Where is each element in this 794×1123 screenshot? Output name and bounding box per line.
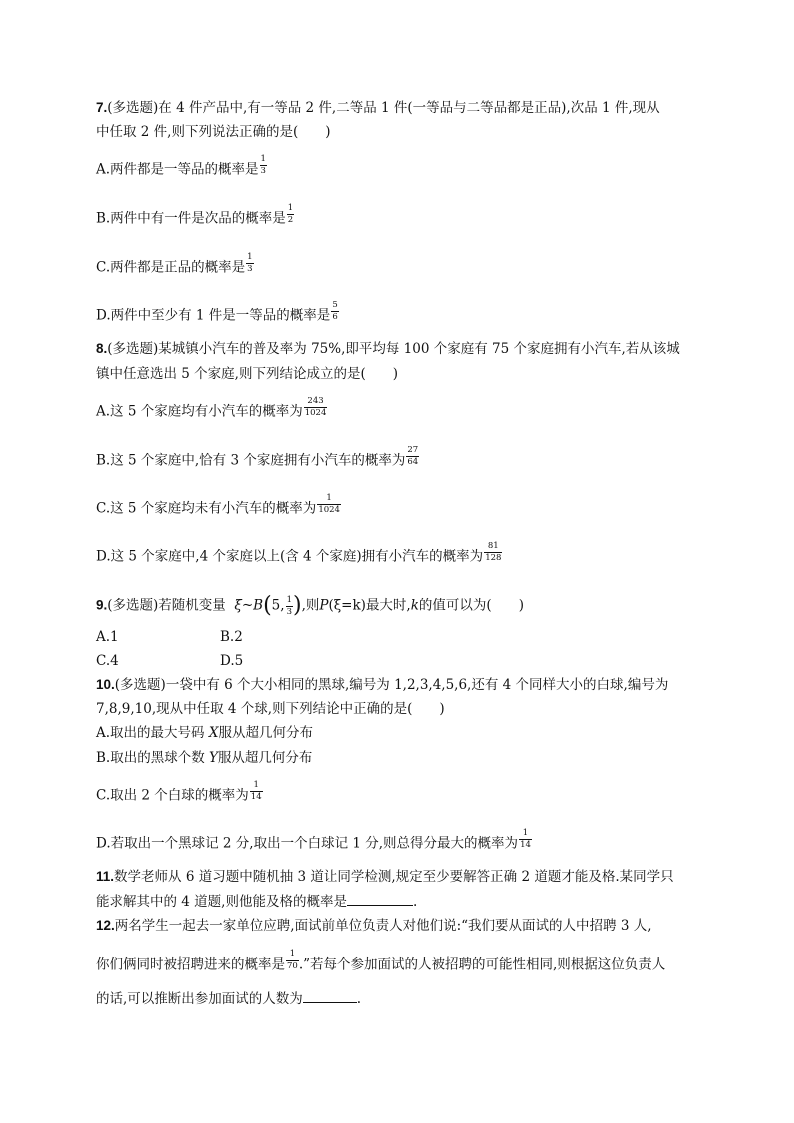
q8-stem-2: 镇中任意选出 5 个家庭,则下列结论成立的是( ) — [96, 366, 398, 382]
q9-option-d: D.5 — [220, 653, 244, 669]
fraction: $\frac{1}{3}$ — [286, 595, 292, 617]
q10-option-a: A.取出的最大号码 X服从超几何分布 — [96, 725, 313, 741]
q7-option-c: C.两件都是正品的概率是 $\frac{1}{3}$ — [96, 252, 253, 276]
q11-number: 11. — [96, 869, 115, 884]
fraction: $\frac{1}{2}$ — [287, 203, 294, 225]
q8-line-2 — [96, 366, 398, 382]
answer-blank[interactable] — [347, 893, 413, 906]
fraction: $\frac{1}{3}$ — [260, 154, 266, 176]
q10-stem-2: 7,8,9,10,现从中任取 4 个球,则下列结论中正确的是( ) — [96, 701, 445, 717]
q9-number: 9. — [96, 597, 108, 613]
q7-line-1 — [96, 100, 660, 116]
q11-line-2: 能求解其中的 4 道题,则他能及格的概率是 . — [96, 894, 418, 910]
q10-option-c: C.取出 2 个白球的概率为 $\frac{1}{14}$ — [96, 780, 262, 804]
q10-line-2 — [96, 701, 445, 717]
q10-line-1 — [96, 677, 668, 693]
q8-option-d: D.这 5 个家庭中,4 个家庭以上(含 4 个家庭)拥有小汽车的概率为 $\frac{81}{128}$ — [96, 541, 502, 565]
fraction: $\frac{1}{14}$ — [250, 780, 262, 802]
q7-option-a: A.两件都是一等品的概率是 $\frac{1}{3}$ — [96, 154, 266, 178]
q7-line-2 — [96, 124, 331, 140]
q7-option-d: D.两件中至少有 1 件是一等品的概率是 $\frac{5}{6}$ — [96, 300, 338, 324]
q12-line-3: 的话,可以推断出参加面试的人数为 . — [96, 991, 362, 1007]
q12-stem-1: 两名学生一起去一家单位应聘,面试前单位负责人对他们说:“我们要从面试的人中招聘 3 人, — [114, 918, 652, 934]
q8-number: 8. — [96, 341, 108, 356]
answer-blank[interactable] — [303, 990, 357, 1003]
q12-line-2: 你们俩同时被招聘进来的概率是 $\frac{1}{70}$ .”若每个参加面试的人被招聘的可能性相同,则根据这位负责人 — [96, 949, 666, 973]
fraction: $\frac{1}{70}$ — [287, 949, 298, 971]
fraction: $\frac{243}{1024}$ — [304, 396, 327, 418]
q8-line-1 — [96, 341, 680, 357]
fraction: $\frac{5}{6}$ — [332, 300, 338, 322]
q12-line-1 — [96, 918, 651, 934]
q9-line-1: 9.(多选题)若随机变量 ξ~B(5, $\frac{1}{3}$ ),则P(ξ=k)最大时,k的值可以为( ) — [96, 593, 524, 619]
q8-option-b: B.这 5 个家庭中,恰有 3 个家庭拥有小汽车的概率为 $\frac{27}{64}$ — [96, 445, 419, 469]
q9-option-b: B.2 — [220, 629, 243, 645]
q10-option-d: D.若取出一个黑球记 2 分,取出一个白球记 1 分,则总得分最大的概率为 $\frac{1}{14}$ — [96, 828, 531, 852]
fraction: $\frac{27}{64}$ — [407, 445, 419, 467]
fraction: $\frac{1}{3}$ — [247, 252, 253, 274]
q7-option-b: B.两件中有一件是次品的概率是 $\frac{1}{2}$ — [96, 203, 294, 227]
q7-number: 7. — [96, 100, 108, 115]
q7-stem-1: (多选题)在 4 件产品中,有一等品 2 件,二等品 1 件(一等品与二等品都是正品),次品 1 件,现从 — [107, 100, 660, 116]
q8-option-c: C.这 5 个家庭均未有小汽车的概率为 $\frac{1}{1024}$ — [96, 493, 340, 517]
q12-number: 12. — [96, 918, 115, 933]
q10-option-b: B.取出的黑球个数 Y服从超几何分布 — [96, 750, 313, 766]
q8-stem-1: (多选题)某城镇小汽车的普及率为 75%,即平均每 100 个家庭有 75 个家庭拥有小汽车,若从该城 — [107, 341, 680, 357]
fraction: $\frac{1}{1024}$ — [318, 493, 340, 515]
q10-number: 10. — [96, 677, 115, 692]
q8-option-a: A.这 5 个家庭均有小汽车的概率为 $\frac{243}{1024}$ — [96, 396, 327, 420]
q9-option-c: C.4 — [96, 653, 119, 669]
q10-stem-1: (多选题)一袋中有 6 个大小相同的黑球,编号为 1,2,3,4,5,6,还有 4 个同样大小的白球,编号为 — [114, 677, 669, 693]
q11-line-1 — [96, 869, 674, 885]
fraction: $\frac{1}{14}$ — [520, 828, 531, 850]
q11-stem-1: 数学老师从 6 道习题中随机抽 3 道让同学检测,规定至少要解答正确 2 道题才能及格.某同学只 — [114, 869, 674, 885]
q7-stem-2: 中任取 2 件,则下列说法正确的是( ) — [96, 124, 331, 140]
fraction: $\frac{81}{128}$ — [485, 541, 502, 563]
q9-option-a: A.1 — [96, 629, 119, 645]
